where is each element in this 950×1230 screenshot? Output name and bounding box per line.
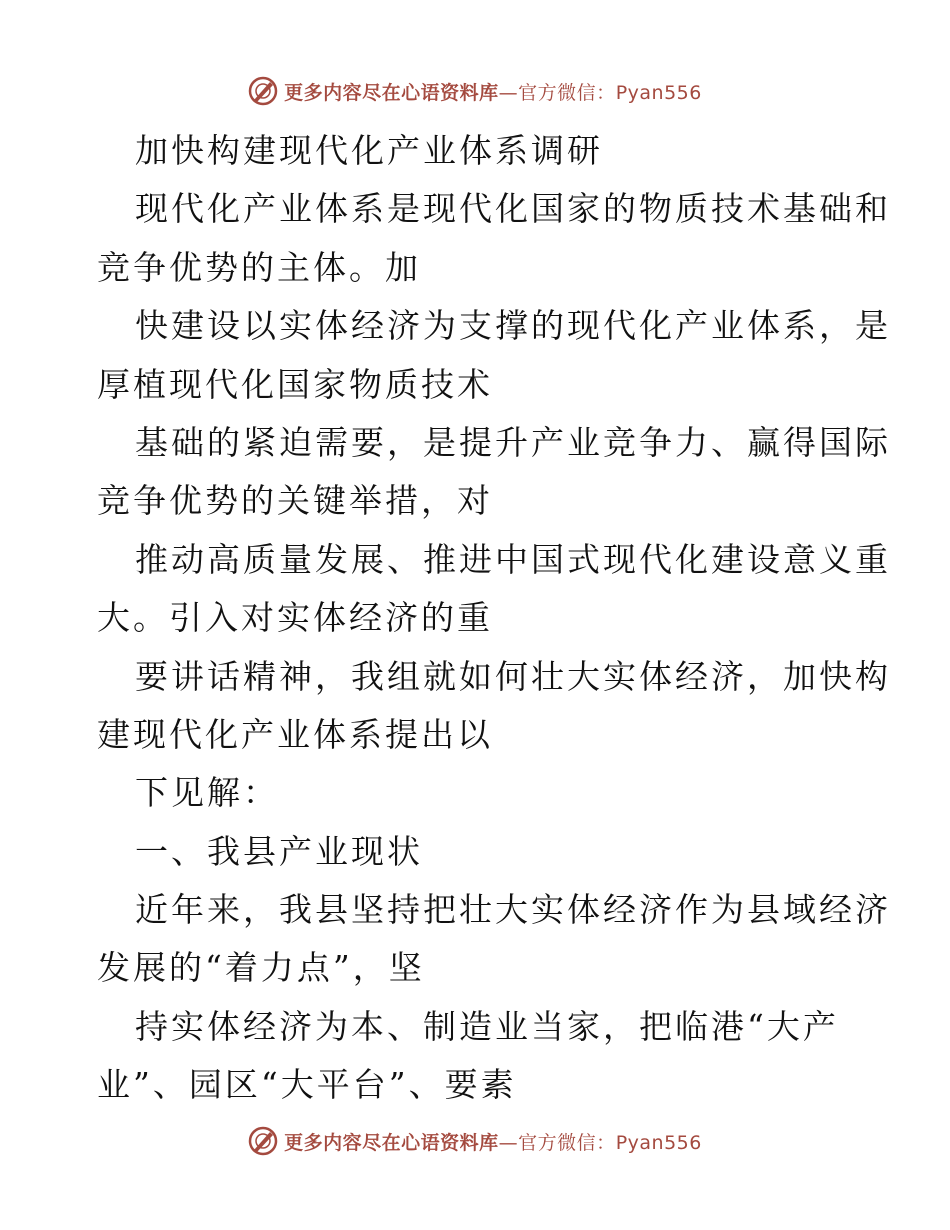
text-line: 要讲话精神，我组就如何壮大实体经济，加快构	[135, 656, 891, 696]
watermark-text	[284, 78, 702, 105]
text-line: 发展的“着力点”，坚	[97, 948, 425, 988]
watermark-wechat-id: Pyan556	[615, 1131, 702, 1154]
watermark-main: 更多内容尽在心语资料库	[284, 81, 499, 104]
watermark-wechat-id: Pyan556	[615, 81, 702, 104]
text-line: 竞争优势的主体。加	[97, 247, 421, 287]
text-line: 现代化产业体系是现代化国家的物质技术基础和	[135, 189, 891, 229]
text-line: 快建设以实体经济为支撑的现代化产业体系，是	[135, 306, 891, 346]
text-line: 近年来，我县坚持把壮大实体经济作为县域经济	[135, 890, 891, 930]
watermark-separator: —	[498, 1131, 519, 1154]
text-line: 基础的紧迫需要，是提升产业竞争力、赢得国际	[135, 422, 891, 462]
text-line: 下见解：	[135, 773, 279, 813]
footer-watermark	[0, 1121, 950, 1161]
watermark-wechat-label: 官方微信：	[518, 1131, 616, 1154]
watermark-wechat-label: 官方微信：	[518, 81, 616, 104]
quill-logo-icon	[248, 76, 278, 106]
text-line: 厚植现代化国家物质技术	[97, 364, 493, 404]
text-line: 一、我县产业现状	[135, 831, 423, 871]
watermark-main: 更多内容尽在心语资料库	[284, 1131, 499, 1154]
text-line: 建现代化产业体系提出以	[97, 714, 493, 754]
text-line: 大。引入对实体经济的重	[97, 598, 493, 638]
header-watermark	[0, 71, 950, 111]
text-line: 业”、园区“大平台”、要素	[97, 1065, 517, 1105]
quill-logo-icon	[248, 1126, 278, 1156]
text-line: 持实体经济为本、制造业当家，把临港“大产	[135, 1006, 839, 1046]
text-line: 竞争优势的关键举措，对	[97, 481, 493, 521]
document-body	[97, 122, 891, 1115]
watermark-separator: —	[498, 81, 519, 104]
text-line: 推动高质量发展、推进中国式现代化建设意义重	[135, 539, 891, 579]
watermark-text	[284, 1128, 702, 1155]
text-line: 加快构建现代化产业体系调研	[135, 131, 603, 170]
